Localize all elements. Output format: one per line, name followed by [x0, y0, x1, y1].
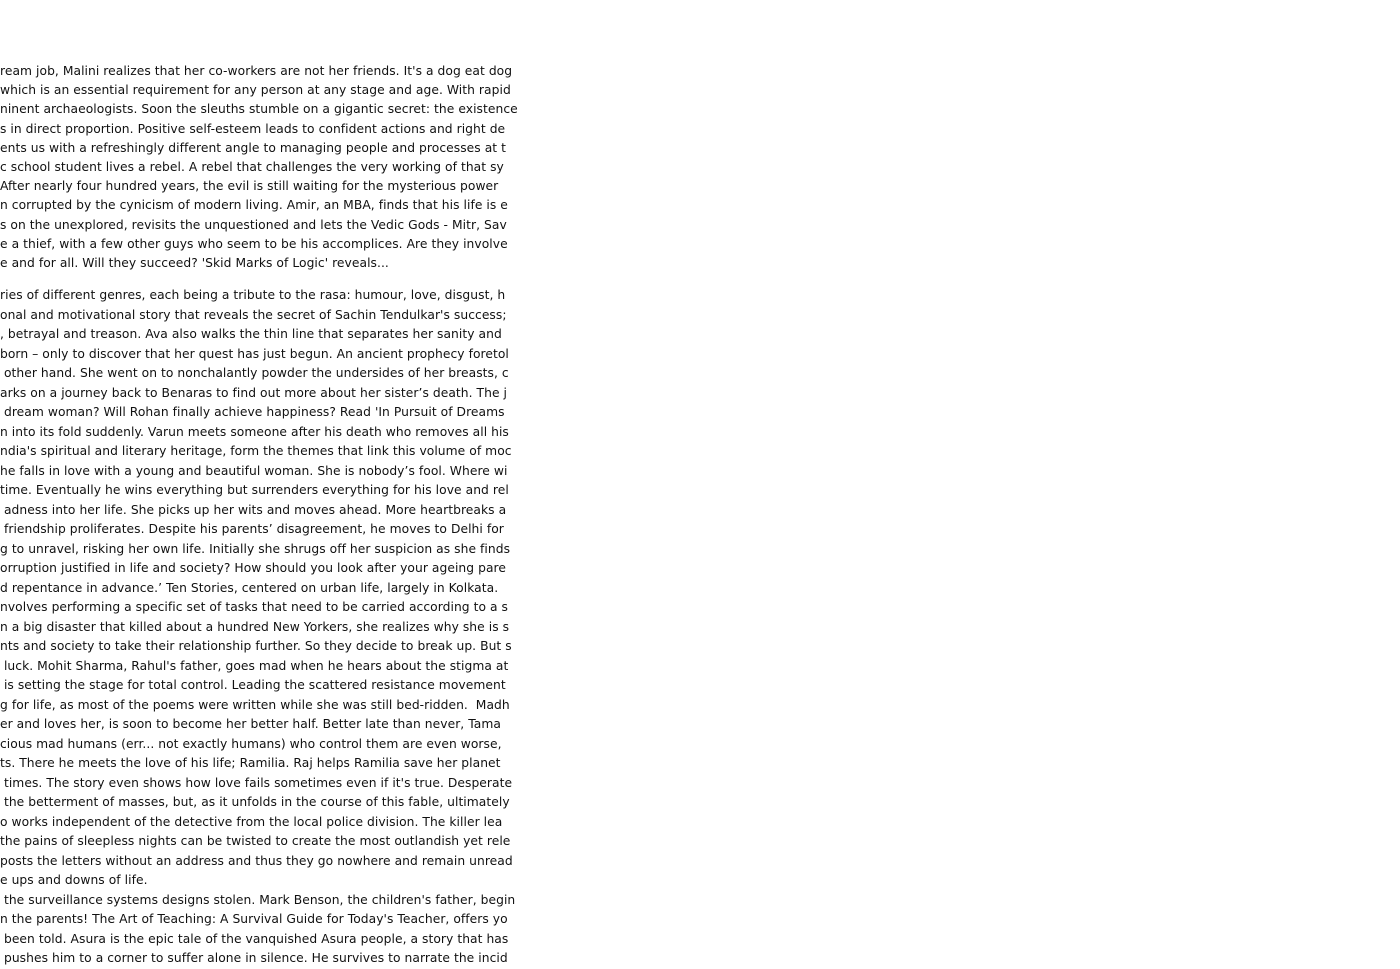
- text-block-top: [0, 62, 1400, 273]
- text-line: n into its fold suddenly. Varun meets someone after his death who removes all his: [0, 424, 509, 439]
- text-line: ries of different genres, each being a tribute to the rasa: humour, love, disgust, h: [0, 288, 506, 302]
- text-line: ninent archaeologists. Soon the sleuths stumble on a gigantic secret: the existence: [0, 102, 518, 117]
- text-line: , betrayal and treason. Ava also walks the thin line that separates her sanity and: [0, 327, 502, 341]
- text-line: nts and society to take their relationship further. So they decide to break up. But s: [0, 639, 512, 653]
- document-page: [0, 0, 570, 965]
- text-line: luck. Mohit Sharma, Rahul's father, goes mad when he hears about the stigma at: [0, 658, 509, 673]
- text-line: which is an essential requirement for any person at any stage and age. With rapid: [0, 83, 511, 98]
- text-line: c school student lives a rebel. A rebel that challenges the very working of that sy: [0, 159, 504, 174]
- text-line: the betterment of masses, but, as it unfolds in the course of this fable, ultimately: [0, 795, 510, 809]
- text-line: s in direct proportion. Positive self-esteem leads to confident actions and right de: [0, 121, 506, 136]
- text-line: other hand. She went on to nonchalantly powder the undersides of her breasts, c: [0, 366, 509, 380]
- text-line: g for life, as most of the poems were written while she was still bed-ridden. Madh: [0, 697, 510, 712]
- text-line: o works independent of the detective from the local police division. The killer lea: [0, 814, 503, 829]
- text-line: posts the letters without an address and thus they go nowhere and remain unread: [0, 853, 513, 868]
- text-line: n a big disaster that killed about a hundred New Yorkers, she realizes why she is s: [0, 619, 510, 634]
- text-line: e a thief, with a few other guys who seem to be his accomplices. Are they involve: [0, 236, 508, 251]
- text-line: times. The story even shows how love fails sometimes even if it's true. Desperate: [0, 775, 513, 790]
- text-line: onal and motivational story that reveals the secret of Sachin Tendulkar's success;: [0, 307, 507, 322]
- text-line: s on the unexplored, revisits the unquestioned and lets the Vedic Gods - Mitr, Sav: [0, 217, 507, 232]
- text-line: ream job, Malini realizes that her co-workers are not her friends. It's a dog eat dog: [0, 64, 513, 78]
- text-line: er and loves her, is soon to become her better half. Better late than never, Tama: [0, 717, 501, 731]
- text-line: born – only to discover that her quest has just begun. An ancient prophecy foretol: [0, 346, 509, 361]
- text-line: e and for all. Will they succeed? 'Skid Marks of Logic' reveals...: [0, 255, 389, 270]
- text-line: adness into her life. She picks up her wits and moves ahead. More heartbreaks a: [0, 502, 507, 517]
- text-line: arks on a journey back to Benaras to find out more about her sister’s death. The j: [0, 385, 507, 400]
- text-line: been told. Asura is the epic tale of the vanquished Asura people, a story that has: [0, 931, 509, 946]
- text-line: ts. There he meets the love of his life; Ramilia. Raj helps Ramilia save her planet: [0, 756, 501, 770]
- text-line: time. Eventually he wins everything but surrenders everything for his love and rel: [0, 483, 509, 497]
- text-line: the surveillance systems designs stolen. Mark Benson, the children's father, begin: [0, 892, 516, 907]
- text-line: d repentance in advance.’ Ten Stories, centered on urban life, largely in Kolkata.: [0, 580, 499, 595]
- text-line: After nearly four hundred years, the evil is still waiting for the mysterious power: [0, 179, 499, 194]
- text-line: ndia's spiritual and literary heritage, form the themes that link this volume of moc: [0, 444, 512, 458]
- text-line: is setting the stage for total control. Leading the scattered resistance movement: [0, 678, 506, 692]
- text-line: he falls in love with a young and beautiful woman. She is nobody’s fool. Where wi: [0, 463, 508, 478]
- text-block-bottom: [0, 286, 1400, 969]
- text-line: the pains of sleepless nights can be twisted to create the most outlandish yet rele: [0, 834, 511, 848]
- text-line: friendship proliferates. Despite his parents’ disagreement, he moves to Delhi for: [0, 522, 504, 536]
- text-line: pushes him to a corner to suffer alone in silence. He survives to narrate the incid: [0, 951, 508, 965]
- text-line: nvolves performing a specific set of tasks that need to be carried according to a s: [0, 600, 509, 614]
- text-line: orruption justified in life and society? How should you look after your ageing pare: [0, 561, 506, 575]
- text-line: n the parents! The Art of Teaching: A Survival Guide for Today's Teacher, offers yo: [0, 912, 508, 926]
- text-line: cious mad humans (err... not exactly humans) who control them are even worse,: [0, 736, 502, 751]
- text-line: g to unravel, risking her own life. Initially she shrugs off her suspicion as she finds: [0, 541, 511, 556]
- text-line: ents us with a refreshingly different angle to managing people and processes at t: [0, 140, 506, 155]
- text-line: e ups and downs of life.: [0, 873, 148, 887]
- text-line: n corrupted by the cynicism of modern living. Amir, an MBA, finds that his life is e: [0, 198, 508, 213]
- text-line: dream woman? Will Rohan finally achieve happiness? Read 'In Pursuit of Dreams: [0, 405, 505, 419]
